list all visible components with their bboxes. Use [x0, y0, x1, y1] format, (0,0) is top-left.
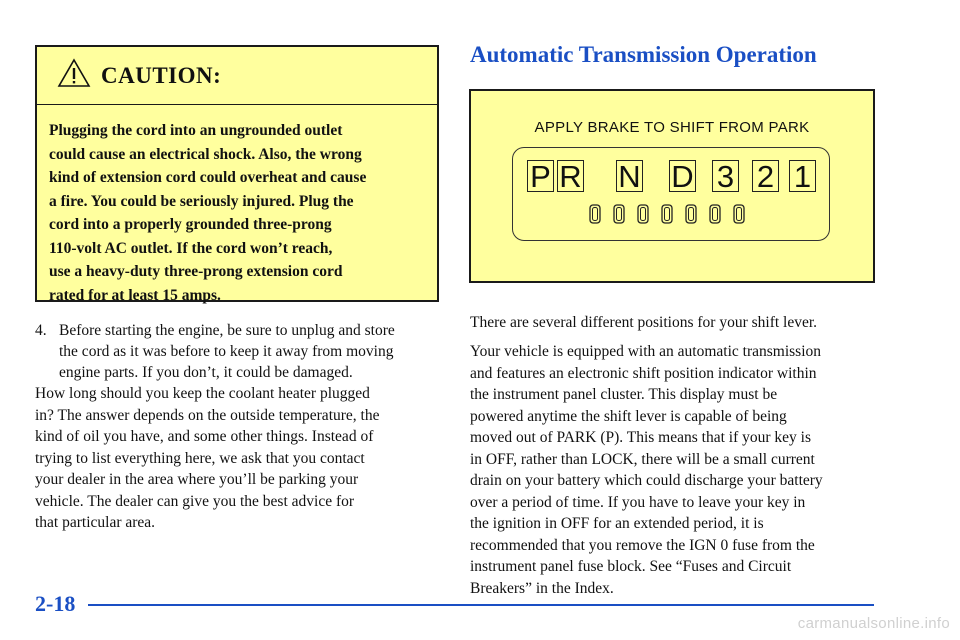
gear-3: 3 — [712, 160, 739, 192]
watermark: carmanualsonline.info — [797, 615, 950, 632]
warning-triangle-icon — [57, 58, 91, 88]
section-title: Automatic Transmission Operation — [470, 42, 817, 67]
caution-header — [37, 47, 437, 105]
shift-indicator-illustration — [469, 89, 875, 283]
coolant-heater-paragraph: How long should you keep the coolant heater plugged in? The answer depends on the outside temperature, the kind of oil you have, and some other things. Instead of trying to list everything here, we ask that you contact your dealer in the area where you’ll be parking your vehicle. The dealer can give you the best advice for that particular area. — [35, 385, 380, 531]
caution-box — [35, 45, 439, 302]
gear-panel — [512, 147, 830, 241]
step-text: Before starting the engine, be sure to unplug and store the cord as it was before to keep it away from moving engine parts. If you don’t, it could be damaged. — [59, 322, 395, 381]
footer-rule — [88, 604, 874, 606]
shift-indicator-paragraph: Your vehicle is equipped with an automatic transmission and features an electronic shift position indicator within the instrument panel cluster. This display must be powered anytime the shift lever is capable of being moved out of PARK (P). This means that if your key is in OFF, rather than LOCK, there will be a small current drain on your battery which could discharge your battery over a period of time. If you have to leave your key in the ignition in OFF for an extended period, it is recommended that you remove the IGN 0 fuse from the instrument panel fuse block. See “Fuses and Circuit Breakers” in the Index. — [470, 343, 823, 597]
indicator-lamp-icon — [637, 204, 649, 224]
page-number: 2-18 — [35, 591, 76, 616]
gear-2: 2 — [752, 160, 779, 192]
indicator-lamp-icon — [613, 204, 625, 224]
apply-brake-label: APPLY BRAKE TO SHIFT FROM PARK — [534, 119, 810, 136]
shift-positions-paragraph: There are several different positions for your shift lever. — [470, 314, 818, 331]
gear-n: N — [616, 160, 643, 192]
caution-title: CAUTION: — [101, 63, 222, 88]
indicator-lamp-icon — [589, 204, 601, 224]
gear-r: R — [557, 160, 584, 192]
indicator-lamp-icon — [709, 204, 721, 224]
indicator-lamp-icon — [661, 204, 673, 224]
step-number: 4. — [35, 322, 47, 339]
caution-text: Plugging the cord into an ungrounded outlet could cause an electrical shock. Also, the wrong kind of extension cord could overheat and cause a fire. You could be seriously injured. Plug the cord into a properly grounded three-prong 110-volt AC outlet. If the cord won’t reach, use a heavy-duty three-prong extension cord rated for at least 15 amps. — [49, 122, 367, 304]
indicator-lamp-icon — [733, 204, 745, 224]
gear-1: 1 — [789, 160, 816, 192]
indicator-lamp-icon — [685, 204, 697, 224]
gear-p: P — [527, 160, 554, 192]
gear-d: D — [669, 160, 696, 192]
